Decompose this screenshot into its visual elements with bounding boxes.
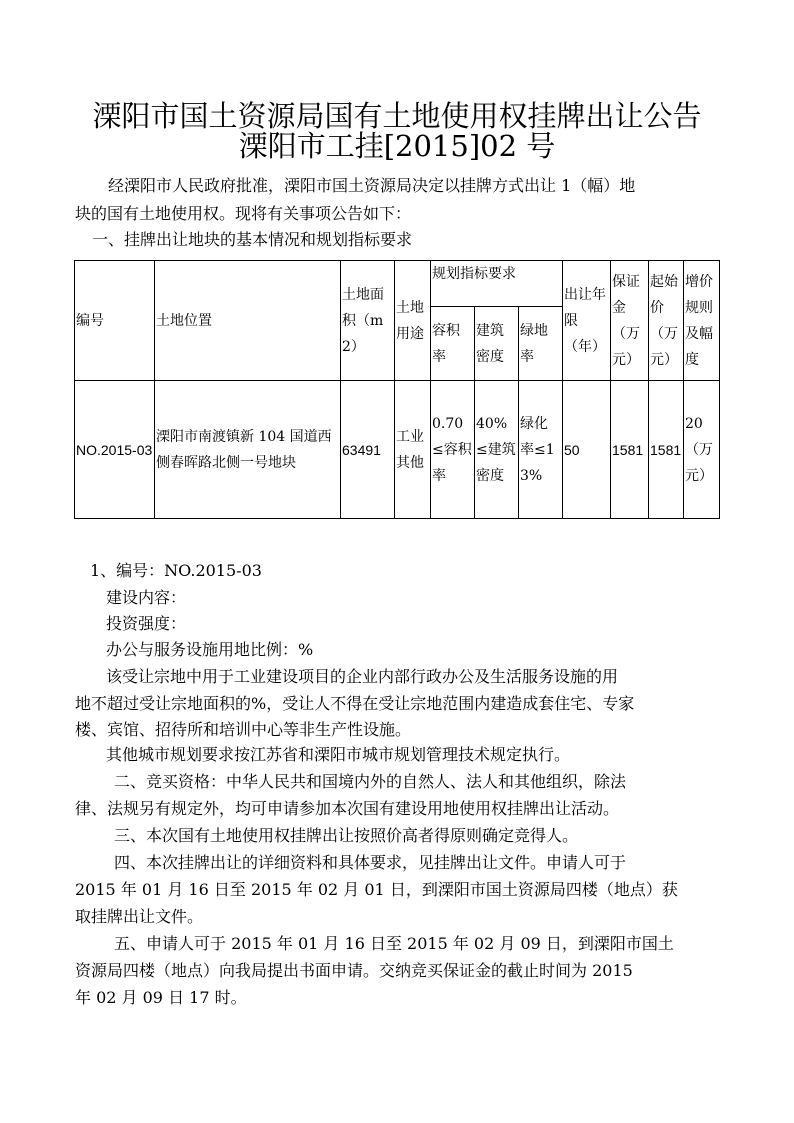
section5-line2: 资源局四楼（地点）向我局提出书面申请。交纳竞买保证金的截止时间为 2015 [75,961,633,980]
cell-area: 63491 [341,381,395,519]
header-location: 土地位置 [155,261,341,381]
item1-number: 1、编号：NO.2015-03 [90,561,262,580]
cell-building-density: 40%≤建筑密度 [475,381,519,519]
cell-use: 工业其他 [395,381,431,519]
cell-start-price: 1581 [649,381,684,519]
header-deposit: 保证金（万元） [611,261,649,381]
other-requirements: 其他城市规划要求按江苏省和溧阳市城市规划管理技术规定执行。 [106,745,571,764]
section2-line2: 律、法规另有规定外，均可申请参加本次国有建设用地使用权挂牌出让活动。 [75,799,620,818]
cell-plot-ratio: 0.70≤容积率 [431,381,475,519]
header-building-density: 建筑密度 [475,307,519,381]
section1-heading: 一、挂牌出让地块的基本情况和规划指标要求 [92,230,413,249]
header-number: 编号 [75,261,155,381]
section4-line2: 2015 年 01 月 16 日至 2015 年 02 月 01 日，到溧阳市国土资源局四楼（地点）获 [75,880,678,899]
section3: 三、本次国有土地使用权挂牌出让按照价高者得原则确定竞得人。 [114,826,579,845]
notice-title: 溧阳市国土资源局国有土地使用权挂牌出让公告 [92,99,702,133]
section5-line1: 五、申请人可于 2015 年 01 月 16 日至 2015 年 02 月 09 日，到溧阳市国土 [114,934,674,953]
header-start-price: 起始价（万元） [649,261,684,381]
section5-line3: 年 02 月 09 日 17 时。 [75,988,247,1007]
header-area: 土地面积（m2） [341,261,395,381]
cell-increment: 20（万元） [684,381,720,519]
section2-line1: 二、竞买资格：中华人民共和国境内外的自然人、法人和其他组织，除法 [114,772,627,791]
cell-number: NO.2015-03 [75,381,155,519]
item1-office-ratio: 办公与服务设施用地比例：% [106,640,314,659]
cell-location: 溧阳市南渡镇新 104 国道西侧春晖路北侧一号地块 [155,381,341,519]
intro-paragraph-line1: 经溧阳市人民政府批准，溧阳市国土资源局决定以挂牌方式出让 1（幅）地 [108,176,636,195]
office-paragraph-line2: 地不超过受让宗地面积的%，受让人不得在受让宗地范围内建造成套住宅、专家 [75,694,635,713]
item1-construction-content: 建设内容： [106,588,187,607]
section4-line3: 取挂牌出让文件。 [75,907,204,926]
section4-line1: 四、本次挂牌出让的详细资料和具体要求，见挂牌出让文件。申请人可于 [114,853,627,872]
cell-deposit: 1581 [611,381,649,519]
office-paragraph-line1: 该受让宗地中用于工业建设项目的企业内部行政办公及生活服务设施的用 [106,667,619,686]
header-increment: 增价规则及幅度 [684,261,720,381]
header-plot-ratio: 容积率 [431,307,475,381]
intro-paragraph-line2: 块的国有土地使用权。现将有关事项公告如下： [75,204,412,223]
office-paragraph-line3: 楼、宾馆、招待所和培训中心等非生产性设施。 [75,720,412,739]
table-row [75,381,720,519]
notice-number: 溧阳市工挂[2015]02 号 [238,129,556,163]
header-green-ratio: 绿地率 [519,307,563,381]
header-planning-group: 规划指标要求 [431,261,563,307]
header-use: 土地用途 [395,261,431,381]
header-term: 出让年限（年） [563,261,611,381]
item1-investment-intensity: 投资强度： [106,614,187,633]
cell-term: 50 [563,381,611,519]
cell-green-ratio: 绿化率≤13% [519,381,563,519]
land-parcel-table [74,260,720,519]
